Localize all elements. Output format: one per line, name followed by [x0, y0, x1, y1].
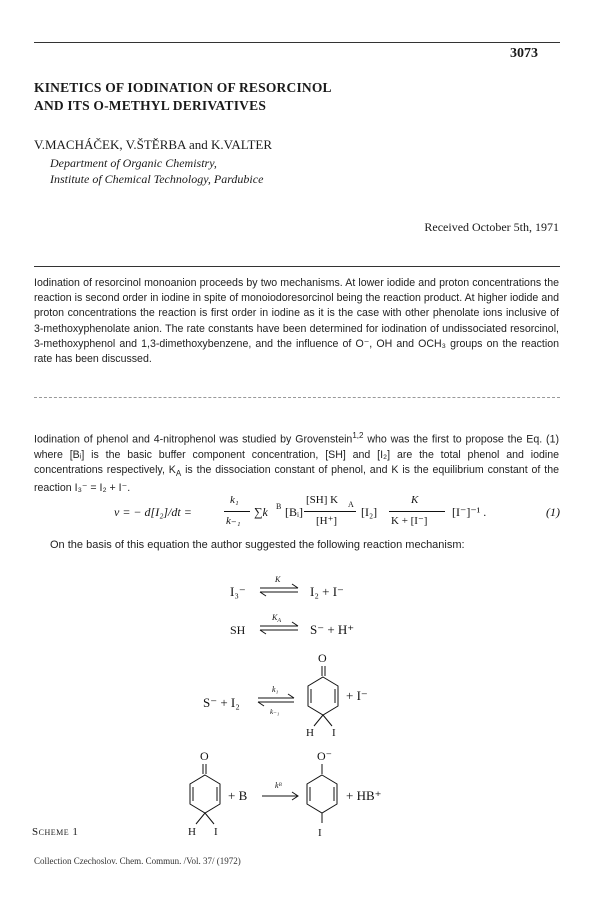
r4-hb: + HB⁺	[346, 788, 382, 803]
eq-i2: [I₂]	[361, 505, 378, 519]
eq-frac3-bar	[389, 511, 445, 512]
r3-left: S⁻ + I₂	[203, 695, 240, 710]
r1-left: I₃⁻	[230, 584, 246, 599]
r2-k	[271, 613, 281, 624]
received-date: Received October 5th, 1971	[424, 220, 559, 234]
eq-sh-ka: [SH] K	[306, 494, 339, 506]
paper-title-line-1: KINETICS OF IODINATION OF RESORCINOL	[34, 80, 332, 95]
eq-h: [H⁺]	[316, 515, 338, 527]
eq-sup-b: B	[276, 502, 282, 511]
r2-k-sub: A	[277, 618, 282, 624]
journal-footer: Collection Czechoslov. Chem. Commun. /Vol. 37/ (1972)	[34, 856, 241, 866]
r1-equilibrium-arrow	[260, 584, 298, 596]
r1-right: I₂ + I⁻	[310, 584, 344, 599]
r2-left: SH	[230, 623, 246, 637]
reaction-scheme	[0, 560, 600, 850]
intro-sub-a: A	[175, 469, 182, 479]
r4-forward-arrow	[262, 792, 298, 800]
eq-tail: [I⁻]⁻¹ .	[452, 505, 487, 519]
intro-text-2: who was the first to propose the Eq. (1) where [Bᵢ] is the basic buffer component concentration, [SH] and [I₂] are the total phenol and iodine concentrations respectively, K	[34, 433, 559, 476]
r1-k: K	[275, 575, 281, 584]
eq-k-i: K + [I⁻]	[391, 515, 428, 527]
eq-sub-a: A	[348, 500, 354, 509]
authors: V.MACHÁČEK, V.ŠTĚRBA and K.VALTER	[34, 137, 273, 152]
affiliation-line-1: Department of Organic Chemistry,	[50, 156, 217, 170]
r4-right-ring	[307, 764, 337, 823]
r4-left-ring	[190, 764, 220, 824]
r3-iodine: I	[332, 727, 336, 739]
scheme-label: Scheme 1	[32, 826, 79, 838]
r3-ring	[308, 666, 338, 726]
r3-equilibrium-arrow	[258, 694, 294, 706]
intro-paragraph	[34, 428, 559, 496]
r4-plus-b: + B	[228, 788, 248, 803]
r3-hydrogen: H	[306, 727, 314, 739]
r3-oxygen: O	[318, 651, 327, 665]
eq-number: (1)	[546, 505, 560, 519]
r4-kb: kᴮ	[275, 781, 282, 790]
affiliation-line-2: Institute of Chemical Technology, Pardubice	[50, 172, 264, 186]
paper-title-line-2: AND ITS O-METHYL DERIVATIVES	[34, 98, 267, 113]
abstract: Iodination of resorcinol monoanion proceeds by two mechanisms. At lower iodide and proton concentrations the reaction is second order in iodine in spite of monoiodoresorcinol being the reaction product. At higher iodide and proton concentrations the reaction is first order in iodine as it is the case with other phenolate ions inclusive of 3-methoxyphenolate anion. The rate constants have been determined for iodination of undissociated resorcinol, 3-methoxyphenol and 1,3-dimethoxybenzene, and the influence of O⁻, OH and OCH₃ groups on the reaction rate has been discussed.	[34, 277, 559, 366]
eq-k: K	[411, 494, 419, 506]
r4-oxygen-right: O⁻	[317, 749, 332, 763]
eq-frac2-bar	[304, 511, 356, 512]
r3-km1: k₋₁	[270, 708, 280, 716]
r2-right: S⁻ + H⁺	[310, 622, 355, 637]
eq-k1: k₁	[230, 494, 239, 506]
eq-sum: ∑k	[254, 505, 268, 519]
r3-k1: k₁	[272, 685, 279, 694]
r4-hydrogen: H	[188, 826, 196, 838]
intro-text-1: Iodination of phenol and 4-nitrophenol was studied by Grovenstein	[34, 433, 353, 446]
equation-1	[114, 494, 560, 534]
abstract-bottom-rule	[34, 397, 560, 398]
intro-ref: 1,2	[352, 431, 364, 440]
eq-lhs: v = − d[I₂]/dt =	[114, 505, 192, 519]
r4-oxygen-left: O	[200, 749, 209, 763]
eq-frac1-bar	[224, 511, 250, 512]
r4-iodine: I	[214, 826, 218, 838]
r4-iodine-right: I	[318, 827, 322, 839]
eq-km1: k₋₁	[226, 515, 241, 527]
r2-k-letter: K	[272, 613, 278, 622]
eq-bi: [Bᵢ]	[285, 505, 303, 519]
header-rule	[34, 42, 560, 43]
r3-right: + I⁻	[346, 688, 368, 703]
page-number: 3073	[510, 46, 538, 61]
intro-text-3: is the dissociation constant of phenol, and K is the equilibrium constant of the reaction I₃⁻ = I₂ + I⁻.	[34, 463, 559, 495]
scheme-intro: On the basis of this equation the author suggested the following reaction mechanism:	[50, 539, 465, 551]
abstract-top-rule	[34, 266, 560, 267]
